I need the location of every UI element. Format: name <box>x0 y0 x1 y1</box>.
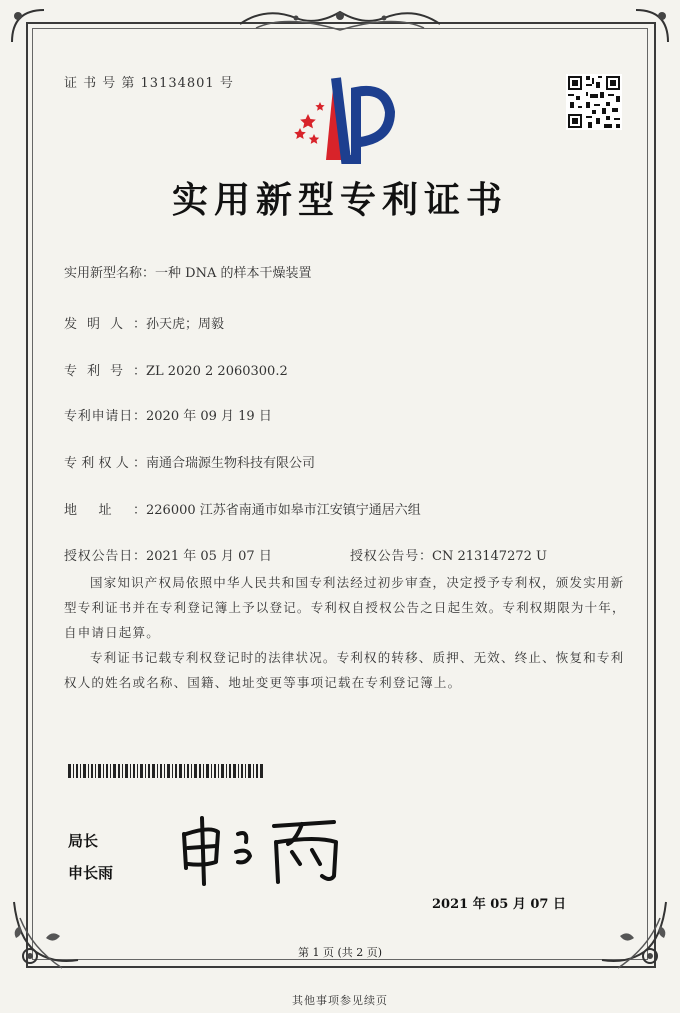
official-name: 申长雨 <box>68 864 114 882</box>
patent-number-label: 专利号： <box>64 364 146 379</box>
grant-date-value: 2021 年 05 月 07 日 <box>146 549 272 564</box>
grant-date-row <box>64 545 272 564</box>
address-label: 地址： <box>64 503 146 518</box>
inventor-value: 孙天虎；周毅 <box>146 317 225 332</box>
certificate-title: 实用新型专利证书 <box>171 179 508 221</box>
filing-date-value: 2020 年 09 月 19 日 <box>146 409 272 424</box>
inventor-label: 发明人： <box>64 317 146 332</box>
filing-date-label: 专利申请日： <box>64 409 146 424</box>
corner-ornament-top-right-icon <box>632 6 672 46</box>
address-row <box>64 499 421 518</box>
patentee-row <box>64 452 315 471</box>
official-title: 局长 <box>68 832 99 850</box>
grant-number-label: 授权公告号： <box>350 549 432 564</box>
inventor-row <box>64 313 224 332</box>
patent-number-value: ZL 2020 2 2060300.2 <box>146 364 288 379</box>
qr-code-icon <box>566 74 622 130</box>
address-value: 226000 江苏省南通市如皋市江安镇宁通居六组 <box>146 503 421 518</box>
certificate-number: 证 书 号 第 13134801 号 <box>64 76 234 91</box>
top-ornament-icon <box>236 4 444 36</box>
grant-date-label: 授权公告日： <box>64 549 146 564</box>
utility-model-name-label: 实用新型名称： <box>64 266 156 281</box>
corner-ornament-bottom-left-icon <box>6 898 82 978</box>
footer-note: 其他事项参见续页 <box>292 994 388 1007</box>
patentee-label: 专利权人： <box>64 456 146 471</box>
patentee-value: 南通合瑞源生物科技有限公司 <box>146 456 316 471</box>
filing-date-row <box>64 405 272 424</box>
utility-model-name-value: 一种 DNA 的样本干燥装置 <box>155 266 312 281</box>
barcode-icon <box>68 764 264 778</box>
issue-date: 2021 年 05 月 07 日 <box>432 897 566 912</box>
patent-number-row <box>64 360 288 379</box>
corner-ornament-bottom-right-icon <box>598 898 674 978</box>
corner-ornament-top-left-icon <box>8 6 48 46</box>
grant-number-row <box>350 545 547 564</box>
page-indicator: 第 1 页 (共 2 页) <box>297 946 383 959</box>
legal-paragraph-2: 专利证书记载专利权登记时的法律状况。专利权的转移、质押、无效、终止、恢复和专利权人的姓名或名称、国籍、地址变更等事项记载在专利登记簿上。 <box>64 650 625 690</box>
legal-paragraph-1: 国家知识产权局依照中华人民共和国专利法经过初步审查，决定授予专利权，颁发实用新型专利证书并在专利登记簿上予以登记。专利权自授权公告之日起生效。专利权期限为十年，自申请日起算。 <box>64 575 626 640</box>
grant-number-value: CN 213147272 U <box>432 549 547 564</box>
cnipa-logo-icon <box>286 72 398 164</box>
utility-model-name-row <box>64 262 311 281</box>
signature-icon <box>176 812 356 888</box>
